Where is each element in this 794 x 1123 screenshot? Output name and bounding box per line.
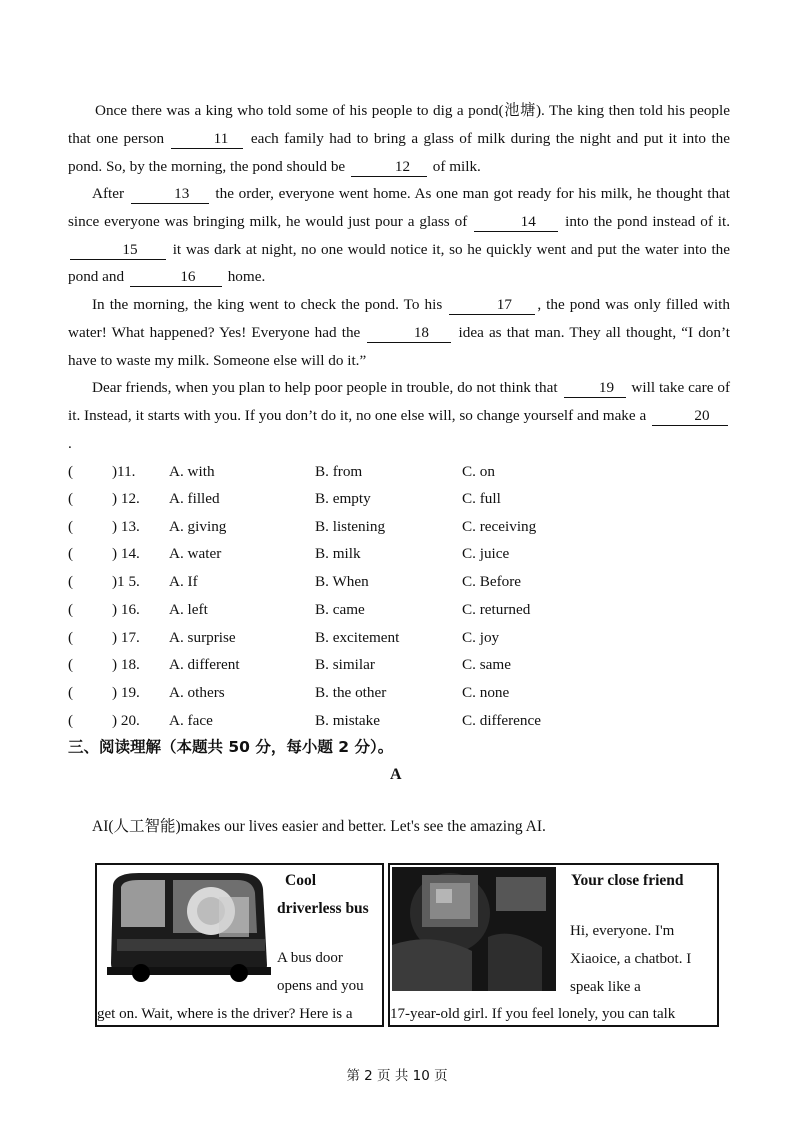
bus-card-title-line-2: driverless bus xyxy=(277,900,369,917)
cloze-paragraph-3 xyxy=(68,291,730,374)
option-c: C. juice xyxy=(462,545,510,562)
passage-letter: A xyxy=(390,766,402,783)
blank-15[interactable]: 15 xyxy=(70,241,166,260)
question-number: ) 14. xyxy=(112,545,140,562)
bus-card-text-line-3: get on. Wait, where is the driver? Here is a xyxy=(97,1006,353,1022)
cloze-text: it was dark at night, no one would notice it, so he quickly went and put the water into the pond and xyxy=(68,240,731,286)
answer-paren[interactable]: ( xyxy=(68,712,74,729)
chatbot-image xyxy=(392,867,556,991)
cloze-text: into the pond instead of it. xyxy=(565,212,731,230)
question-number: ) 20. xyxy=(112,712,140,729)
blank-20[interactable]: 20 xyxy=(652,407,728,426)
cloze-text: Dear friends, when you plan to help poor people in trouble, do not think that xyxy=(92,379,558,396)
question-number: ) 13. xyxy=(112,518,140,535)
answer-paren[interactable]: ( xyxy=(68,656,74,673)
answer-paren[interactable]: ( xyxy=(68,463,74,480)
bus-card-text-line-1: A bus door xyxy=(277,950,343,966)
card-close-friend xyxy=(388,863,719,1027)
blank-19[interactable]: 19 xyxy=(564,379,626,398)
friend-card-text-line-4: 17-year-old girl. If you feel lonely, you can talk xyxy=(390,1006,676,1022)
bus-card-text-line-2: opens and you xyxy=(277,978,364,994)
option-c: C. none xyxy=(462,684,510,701)
question-number: )1 5. xyxy=(112,573,140,590)
option-a: A. left xyxy=(169,601,208,618)
cloze-text: of milk. xyxy=(432,157,481,175)
friend-card-text-line-1: Hi, everyone. I'm xyxy=(570,923,675,939)
option-a: A. surprise xyxy=(169,629,236,646)
option-c: C. on xyxy=(462,463,495,480)
page-footer: 第 2 页 共 10 页 xyxy=(346,1068,448,1084)
option-c: C. joy xyxy=(462,629,500,646)
option-a: A. face xyxy=(169,712,213,729)
option-b: B. excitement xyxy=(315,629,400,646)
driverless-bus-image xyxy=(99,867,275,983)
friend-card-text-line-2: Xiaoice, a chatbot. I xyxy=(570,951,692,967)
option-a: A. with xyxy=(169,463,215,480)
option-c: C. receiving xyxy=(462,518,537,535)
cloze-text: home. xyxy=(227,268,266,286)
option-b: B. came xyxy=(315,601,365,618)
question-number: ) 12. xyxy=(112,490,140,507)
option-a: A. filled xyxy=(169,490,220,507)
blank-13[interactable]: 13 xyxy=(131,185,209,204)
cloze-text: will take care of it. Instead, it starts with you. If you don’t do it, no one else will, so change yourself and make a xyxy=(68,379,731,424)
cloze-paragraph-2 xyxy=(68,180,730,291)
blank-17[interactable]: 17 xyxy=(449,296,535,315)
section-heading: 三、阅读理解（本题共 50 分，每小题 2 分）。 xyxy=(68,738,394,756)
answer-paren[interactable]: ( xyxy=(68,545,74,562)
question-number: ) 19. xyxy=(112,684,140,701)
blank-14[interactable]: 14 xyxy=(474,213,558,232)
answer-paren[interactable]: ( xyxy=(68,573,74,590)
friend-card-text-line-3: speak like a xyxy=(570,979,641,995)
option-a: A. different xyxy=(169,656,240,673)
passage-intro: AI(人工智能)makes our lives easier and better. Let's see the amazing AI. xyxy=(92,818,546,835)
option-c: C. difference xyxy=(462,712,541,729)
option-b: B. from xyxy=(315,463,363,480)
cloze-text: each family had to bring a glass of milk during the night and put it into the pond. So, by the morning, the pond should be xyxy=(68,129,731,175)
answer-paren[interactable]: ( xyxy=(68,601,74,618)
option-a: A. others xyxy=(169,684,225,701)
cloze-text: the order, everyone went home. As one man got ready for his milk, he thought that since everyone was bringing milk, he would just pour a glass of xyxy=(68,185,730,230)
cloze-text: After xyxy=(92,185,125,202)
cloze-paragraph-1 xyxy=(68,97,730,180)
card-driverless-bus xyxy=(95,863,384,1027)
option-c: C. Before xyxy=(462,573,522,590)
option-b: B. the other xyxy=(315,684,387,701)
cloze-text: . xyxy=(68,434,72,452)
answer-paren[interactable]: ( xyxy=(68,518,74,535)
cloze-text: , the pond was only filled with water! What happened? Yes! Everyone had the xyxy=(68,296,730,341)
friend-card-title: Your close friend xyxy=(571,872,684,889)
question-number: ) 16. xyxy=(112,601,140,618)
blank-18[interactable]: 18 xyxy=(367,324,451,343)
option-a: A. giving xyxy=(169,518,227,535)
option-c: C. same xyxy=(462,656,511,673)
option-b: B. similar xyxy=(315,656,375,673)
option-b: B. empty xyxy=(315,490,371,507)
bus-card-title-line-1: Cool xyxy=(285,872,316,889)
blank-11[interactable]: 11 xyxy=(171,130,243,149)
question-number: )11. xyxy=(112,463,136,480)
cloze-paragraph-4 xyxy=(68,374,730,457)
option-a: A. water xyxy=(169,545,222,562)
option-b: B. milk xyxy=(315,545,361,562)
question-number: ) 17. xyxy=(112,629,140,646)
option-b: B. listening xyxy=(315,518,386,535)
blank-12[interactable]: 12 xyxy=(351,158,427,177)
blank-16[interactable]: 16 xyxy=(130,268,222,287)
cloze-text: Once there was a king who told some of his people to dig a pond(池塘). The king then told his people that one person xyxy=(68,102,730,147)
cloze-text: In the morning, the king went to check the pond. To his xyxy=(92,296,443,313)
cloze-text: idea as that man. They all thought, “I don’t have to waste my milk. Someone else will do it.” xyxy=(68,323,731,369)
answer-paren[interactable]: ( xyxy=(68,684,74,701)
option-a: A. If xyxy=(169,573,198,590)
question-number: ) 18. xyxy=(112,656,140,673)
option-b: B. When xyxy=(315,573,369,590)
answer-paren[interactable]: ( xyxy=(68,490,74,507)
option-c: C. full xyxy=(462,490,501,507)
option-c: C. returned xyxy=(462,601,531,618)
option-b: B. mistake xyxy=(315,712,380,729)
answer-paren[interactable]: ( xyxy=(68,629,74,646)
